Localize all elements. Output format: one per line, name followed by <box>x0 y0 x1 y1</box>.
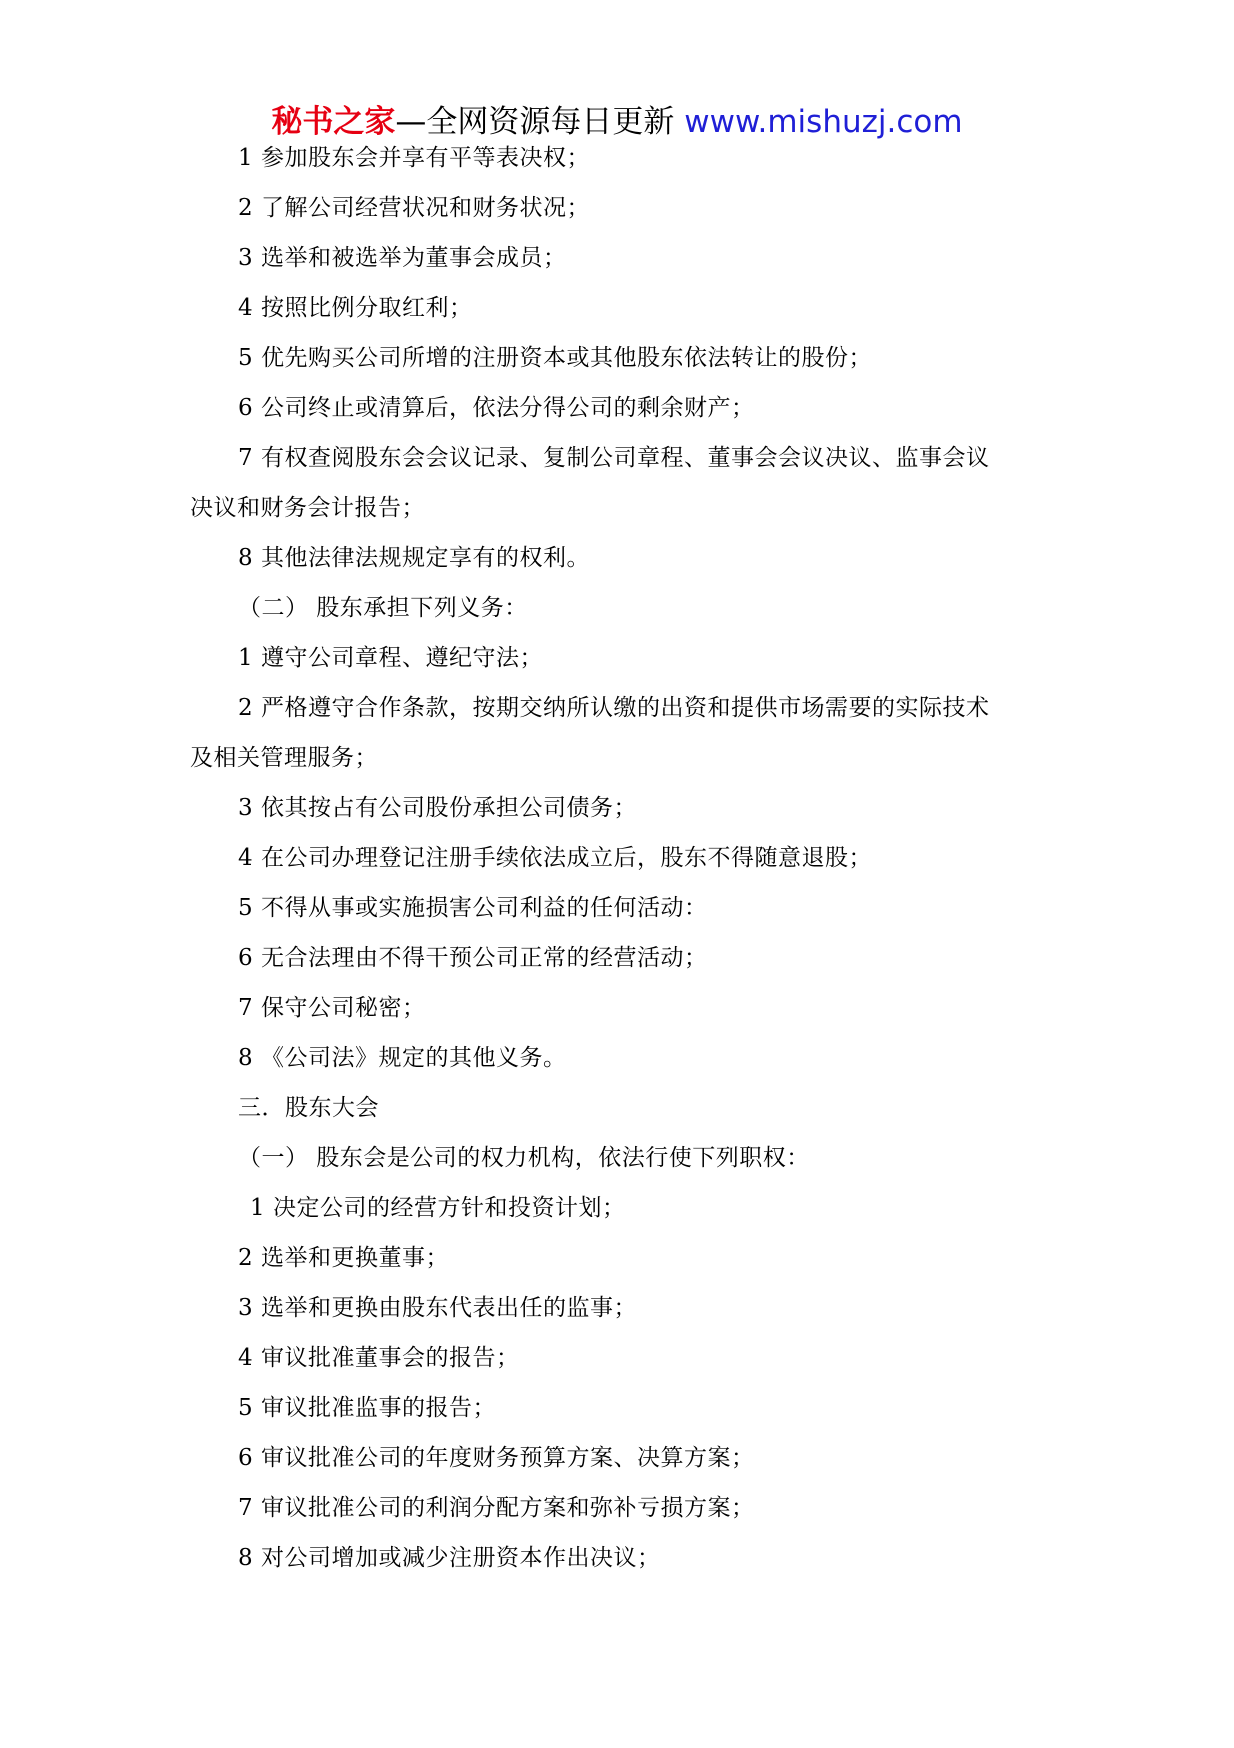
doc-line: 2 严格遵守合作条款，按期交纳所认缴的出资和提供市场需要的实际技术 <box>238 695 990 721</box>
header-brand: 秘书之家 <box>271 104 396 140</box>
doc-line: 4 审议批准董事会的报告； <box>238 1345 520 1371</box>
doc-line: 6 无合法理由不得干预公司正常的经营活动； <box>238 945 708 971</box>
header-slogan: —全网资源每日更新 <box>395 104 675 140</box>
doc-line: 2 了解公司经营状况和财务状况； <box>238 195 590 221</box>
doc-line: 7 有权查阅股东会会议记录、复制公司章程、董事会会议决议、监事会议 <box>238 445 990 471</box>
doc-section-heading: （一） 股东会是公司的权力机构，依法行使下列职权： <box>238 1145 810 1171</box>
doc-line: 8 《公司法》规定的其他义务。 <box>238 1045 567 1071</box>
doc-line: 8 对公司增加或减少注册资本作出决议； <box>238 1545 661 1571</box>
doc-line: 1 决定公司的经营方针和投资计划； <box>250 1195 626 1221</box>
header-url-link[interactable]: www.mishuzj.com <box>684 104 963 140</box>
doc-line: 4 按照比例分取红利； <box>238 295 473 321</box>
doc-line: 7 保守公司秘密； <box>238 995 426 1021</box>
doc-line: 3 选举和被选举为董事会成员； <box>238 245 567 271</box>
doc-line: 6 审议批准公司的年度财务预算方案、决算方案； <box>238 1445 755 1471</box>
doc-line: 2 选举和更换董事； <box>238 1245 449 1271</box>
doc-line: 1 遵守公司章程、遵纪守法； <box>238 645 543 671</box>
doc-line: 5 优先购买公司所增的注册资本或其他股东依法转让的股份； <box>238 345 872 371</box>
doc-line: 5 不得从事或实施损害公司利益的任何活动： <box>238 895 708 921</box>
doc-line: 决议和财务会计报告； <box>190 495 425 521</box>
doc-line: 6 公司终止或清算后，依法分得公司的剩余财产； <box>238 395 755 421</box>
doc-line: 5 审议批准监事的报告； <box>238 1395 496 1421</box>
page-header <box>0 100 1234 144</box>
doc-line: 及相关管理服务； <box>190 745 378 771</box>
doc-line: 8 其他法律法规规定享有的权利。 <box>238 545 590 571</box>
doc-section-heading: 三．股东大会 <box>238 1095 379 1121</box>
doc-line: 1 参加股东会并享有平等表决权； <box>238 145 590 171</box>
doc-line: 3 依其按占有公司股份承担公司债务； <box>238 795 637 821</box>
doc-line: 4 在公司办理登记注册手续依法成立后，股东不得随意退股； <box>238 845 872 871</box>
doc-line: 7 审议批准公司的利润分配方案和弥补亏损方案； <box>238 1495 755 1521</box>
doc-section-heading: （二） 股东承担下列义务： <box>238 595 528 621</box>
doc-line: 3 选举和更换由股东代表出任的监事； <box>238 1295 637 1321</box>
